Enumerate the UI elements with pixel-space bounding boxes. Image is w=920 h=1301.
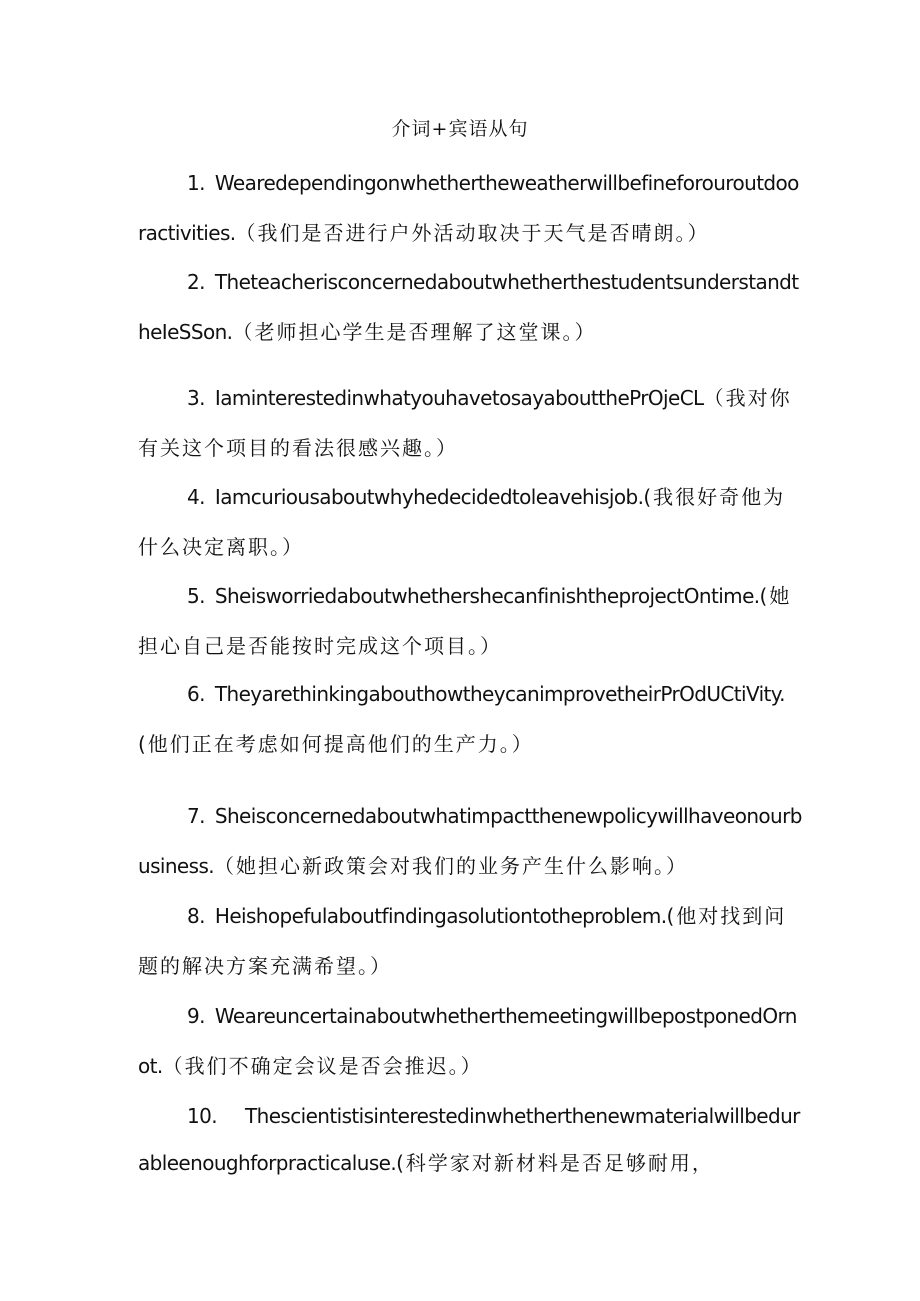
item-sentence: Heishopefulaboutfindingasolutiontotheproblem. <box>214 904 667 928</box>
item-sentence: IaminterestedinwhatyouhavetosayaboutthePrOjeCL <box>214 386 704 410</box>
item-sentence: WeareuncertainaboutwhetherthemeetingwillbepostponedOrnot. <box>138 1004 797 1078</box>
list-item-8 <box>138 891 802 991</box>
item-translation: （我们不确定会议是否会推迟。） <box>162 1054 483 1078</box>
item-number: 6. <box>187 682 205 706</box>
item-translation: (科学家对新材料是否足够耐用， <box>396 1151 714 1175</box>
item-translation: （我们是否进行户外活动取决于天气是否晴朗。） <box>235 221 710 245</box>
list-item-6 <box>138 669 802 769</box>
item-sentence: SheisworriedaboutwhethershecanfinishtheprojectOntime. <box>214 584 760 608</box>
list-item-7 <box>138 791 802 891</box>
item-translation: （老师担心学生是否理解了这堂课。） <box>232 320 597 344</box>
item-sentence: Wearedependingonwhethertheweatherwillbefineforouroutdooractivities. <box>138 171 799 245</box>
list-item-3 <box>138 373 802 473</box>
item-sentence: TheteacherisconcernedaboutwhetherthestudentsunderstandtheIeSSon. <box>138 270 799 344</box>
item-translation: (他对找到问题的解决方案充满希望。） <box>138 904 787 978</box>
item-number: 5. <box>187 584 205 608</box>
list-item-4 <box>138 472 802 572</box>
item-translation: （她担心新政策会对我们的业务产生什么影响。） <box>214 854 689 878</box>
item-translation: (她担心自己是否能按时完成这个项目。） <box>138 584 792 658</box>
item-number: 7. <box>187 804 205 828</box>
item-number: 8. <box>187 904 205 928</box>
list-item-10 <box>138 1093 802 1187</box>
item-translation: (他们正在考虑如何提高他们的生产力。） <box>138 732 534 756</box>
document-title: 介词+宾语从句 <box>391 118 529 140</box>
list-item-2 <box>138 257 802 357</box>
list-item-5 <box>138 571 802 671</box>
item-sentence: Iamcuriousaboutwhyhedecidedtoleavehisjob. <box>214 485 644 509</box>
list-item-1 <box>138 158 802 258</box>
item-number: 2. <box>187 270 205 294</box>
list-item-9 <box>138 991 802 1091</box>
item-sentence: Sheisconcernedaboutwhatimpactthenewpolicywillhaveonourbusiness. <box>138 804 802 878</box>
item-number: 4. <box>187 485 205 509</box>
item-sentence: TheyarethinkingabouthowtheycanimprovetheirPrOdUCtiVity. <box>214 682 785 706</box>
item-number: 9. <box>187 1004 205 1028</box>
item-translation: (我很好奇他为什么决定离职。） <box>138 485 786 559</box>
item-number: 1. <box>187 171 205 195</box>
item-sentence: Thescientistisinterestedinwhetherthenewmaterialwillbedurableenoughforpracticaluse. <box>138 1104 800 1175</box>
item-translation: （我对你有关这个项目的看法很感兴趣。） <box>138 386 792 460</box>
item-number: 3. <box>187 386 205 410</box>
item-number: 10. <box>187 1104 218 1128</box>
